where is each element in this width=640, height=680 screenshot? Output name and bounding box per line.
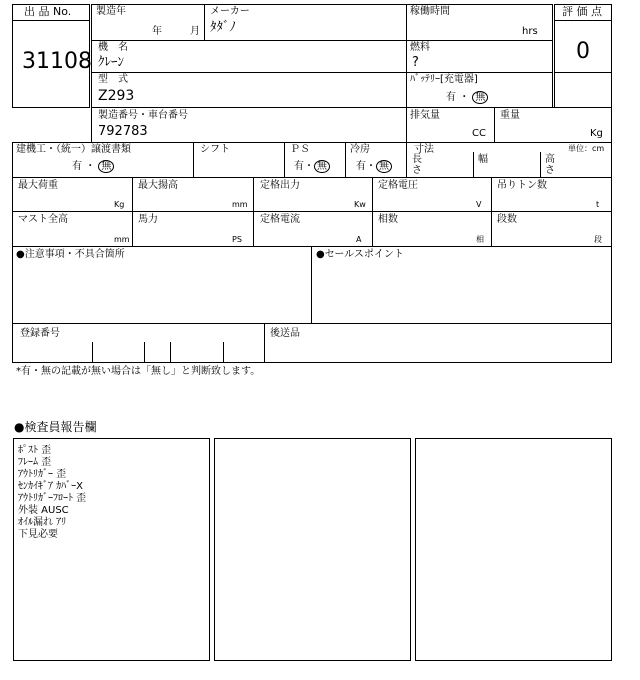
max-lift-label: 最大揚高: [138, 180, 178, 191]
displacement-label: 排気量: [410, 110, 440, 121]
divider: [204, 4, 205, 40]
inspector-title: ●検査員報告欄: [14, 420, 97, 434]
battery-label: ﾊﾞｯﾃﾘｰ[充電器]: [410, 74, 478, 85]
serial-value: 792783: [98, 124, 148, 139]
dims-label: 寸法: [414, 144, 434, 155]
stage-label: 段数: [497, 214, 517, 225]
accessories-label: 後送品: [270, 328, 300, 339]
transfer-yes: 有: [72, 161, 82, 172]
note-line: 下見必要: [18, 529, 58, 540]
year-label: 製造年: [96, 6, 126, 17]
divider: [223, 342, 224, 363]
height-a: 高: [545, 154, 555, 165]
rated-output-unit: Kw: [354, 200, 366, 209]
divider: [554, 20, 612, 21]
ton-unit: t: [596, 200, 600, 209]
note-line: 外装 AUSC: [18, 505, 69, 516]
ps-yes: 有・: [294, 161, 314, 172]
divider: [12, 211, 612, 212]
battery-no-circled: 無: [472, 91, 488, 104]
ton-label: 吊りトン数: [497, 180, 547, 191]
height-b: さ: [545, 165, 555, 176]
max-load-unit: Kg: [114, 200, 125, 209]
divider: [345, 142, 346, 178]
divider: [193, 142, 194, 178]
hours-label: 稼働時間: [410, 6, 450, 17]
divider: [12, 20, 90, 21]
divider: [264, 323, 265, 363]
note-line: ﾎﾟｽﾄ 歪: [18, 445, 52, 456]
note-line: ｱｳﾄﾘｶﾞｰ 歪: [18, 469, 67, 480]
battery-yes-no: [446, 91, 488, 104]
divider: [554, 72, 612, 73]
registration-box: [12, 323, 612, 363]
length-label-combined: 長 さ: [0, 0, 3, 1]
transfer-yes-no: [72, 160, 114, 173]
weight-unit: Kg: [590, 128, 603, 139]
registration-label: 登録番号: [20, 328, 60, 339]
note-line: ｵｲﾙ漏れ ｱﾘ: [18, 517, 67, 528]
rating-value: 0: [576, 39, 590, 64]
horsepower-label: 馬力: [138, 214, 158, 225]
stage-unit: 段: [594, 235, 602, 244]
phase-unit: 相: [476, 235, 484, 244]
type-value: Z293: [98, 88, 135, 104]
max-load-label: 最大荷重: [18, 180, 58, 191]
sales-label: ●セールスポイント: [316, 249, 404, 260]
divider: [132, 177, 133, 247]
inspector-box-2: [214, 438, 411, 661]
ps-yes-no: [294, 160, 330, 173]
divider: [253, 177, 254, 247]
divider: [540, 152, 541, 178]
rated-current-label: 定格電流: [260, 214, 300, 225]
weight-label: 重量: [500, 110, 520, 121]
ac-label: 冷房: [350, 144, 370, 155]
divider: [284, 142, 285, 178]
note-line: ｾﾝｶｲｷﾞｱ ｶﾊﾞｰX: [18, 481, 84, 492]
ps-label: ＰＳ: [290, 144, 310, 155]
divider: [91, 72, 553, 73]
mast-label: マスト全高: [18, 214, 68, 225]
divider: [91, 40, 553, 41]
divider: [494, 107, 495, 143]
width-label: 幅: [478, 154, 488, 165]
fuel-value: ?: [412, 55, 419, 70]
divider: [473, 152, 474, 178]
shift-label: シフト: [200, 144, 230, 155]
length-b: さ: [412, 165, 422, 176]
dims-unit: 単位：cm: [568, 144, 605, 153]
fuel-label: 燃料: [410, 42, 430, 53]
rated-current-unit: A: [356, 235, 362, 244]
model-value: ｸﾚｰﾝ: [98, 55, 124, 70]
divider: [406, 107, 407, 143]
model-label: 機 名: [98, 42, 128, 53]
divider: [406, 142, 407, 178]
serial-label: 製造番号・車台番号: [98, 110, 188, 121]
year-unit: 年: [152, 26, 162, 37]
ps-no-circled: 無: [314, 160, 330, 173]
length-a: 長: [412, 154, 422, 165]
battery-yes: 有: [446, 92, 456, 103]
divider: [372, 177, 373, 247]
divider: [311, 246, 312, 324]
divider: [170, 342, 171, 363]
maker-label: メーカー: [210, 6, 250, 17]
phase-label: 相数: [378, 214, 398, 225]
issues-label: ●注意事項・不具合箇所: [16, 249, 125, 260]
divider: [92, 342, 93, 363]
rated-voltage-label: 定格電圧: [378, 180, 418, 191]
ac-yes-no: [356, 160, 392, 173]
month-unit: 月: [190, 26, 200, 37]
divider: [491, 177, 492, 247]
max-lift-unit: mm: [232, 200, 248, 209]
lot-number: 31108: [22, 49, 92, 74]
rated-output-label: 定格出力: [260, 180, 300, 191]
transfer-sep: ・: [85, 161, 96, 172]
mast-unit: mm: [114, 235, 130, 244]
divider: [406, 4, 407, 108]
maker-value: ﾀﾀﾞﾉ: [210, 20, 236, 35]
battery-sep: ・: [459, 92, 470, 103]
type-label: 型 式: [98, 74, 128, 85]
inspector-box-3: [415, 438, 612, 661]
divider: [144, 342, 145, 363]
displacement-unit: CC: [472, 128, 486, 139]
ac-no-circled: 無: [376, 160, 392, 173]
note-line: ﾌﾚｰﾑ 歪: [18, 457, 52, 468]
hours-unit: hrs: [522, 26, 538, 37]
transfer-no-circled: 無: [98, 160, 114, 173]
rating-label: 評 価 点: [562, 5, 602, 18]
horsepower-unit: PS: [232, 235, 242, 244]
lot-label: 出 品 No.: [24, 5, 72, 18]
footnote: *有・無の記載が無い場合は「無し」と判断致します。: [16, 366, 261, 377]
transfer-label: 建機工・（統一）譲渡書類: [16, 144, 131, 155]
inspector-notes: [18, 445, 86, 541]
note-line: ｱｳﾄﾘｶﾞｰﾌﾛｰﾄ 歪: [18, 493, 87, 504]
ac-yes: 有・: [356, 161, 376, 172]
rated-voltage-unit: V: [476, 200, 482, 209]
